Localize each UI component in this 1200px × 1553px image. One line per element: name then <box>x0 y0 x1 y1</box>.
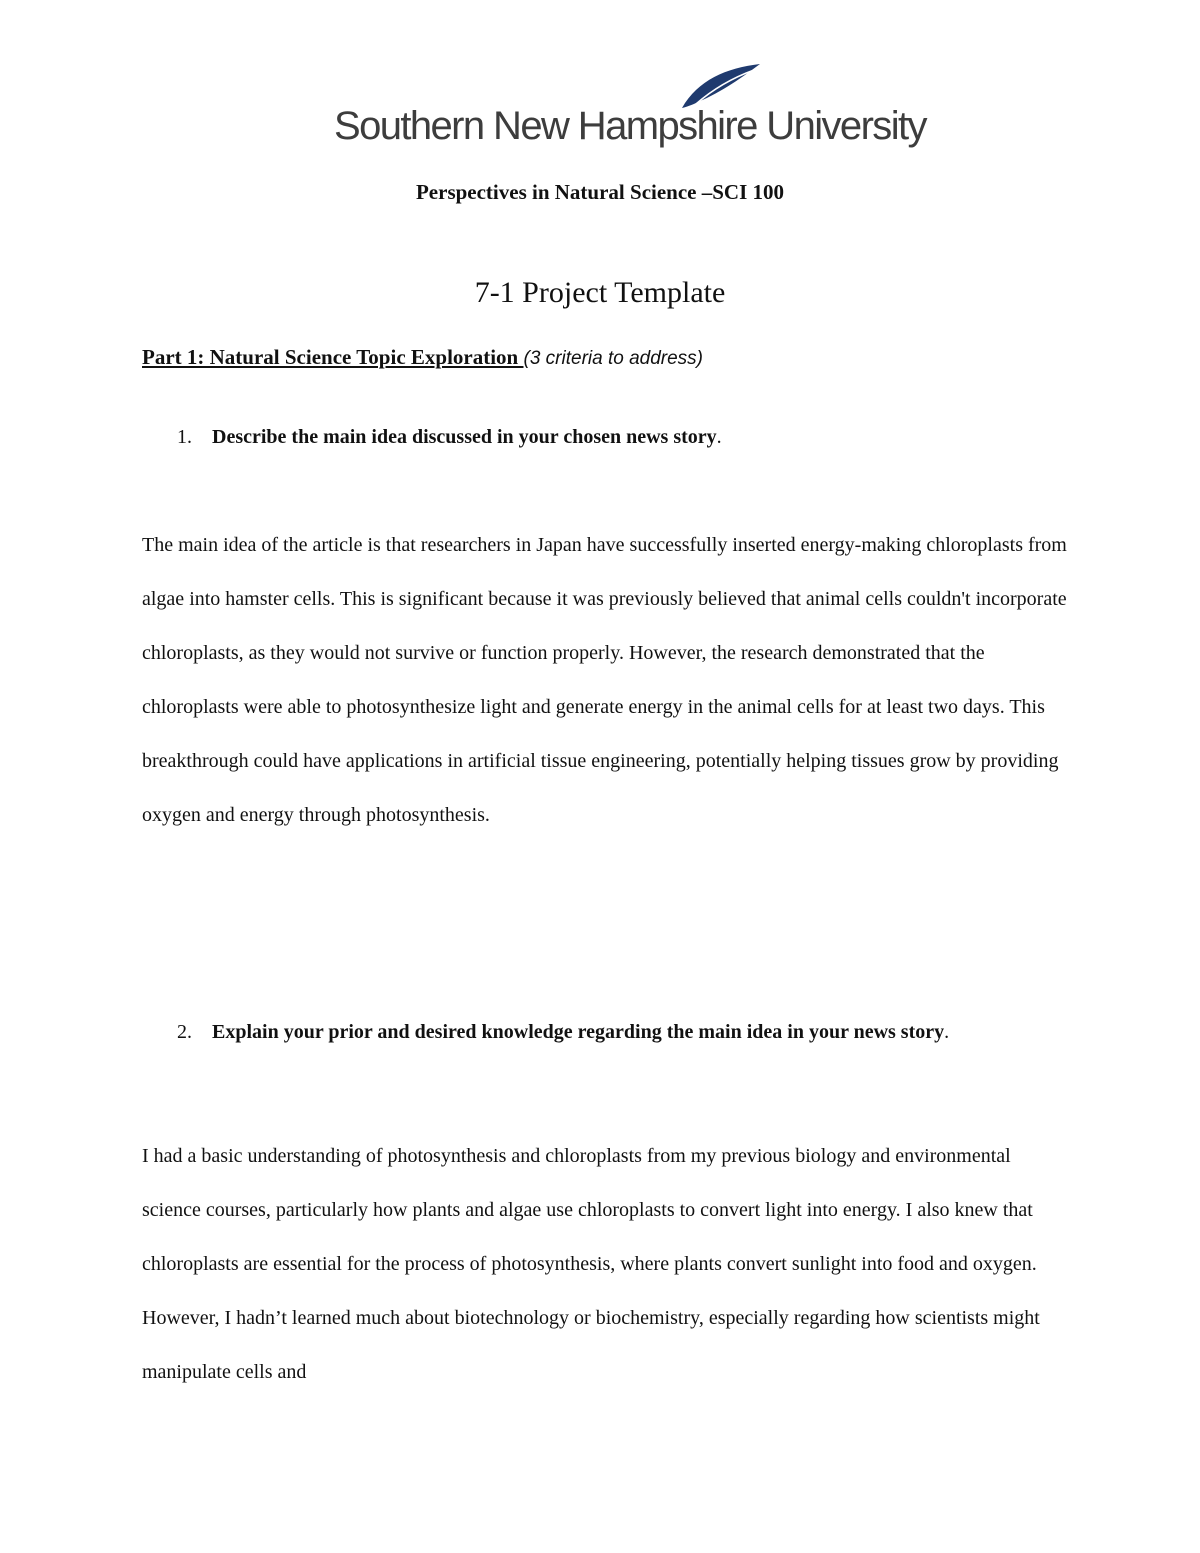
answer-2: I had a basic understanding of photosynthesis and chloroplasts from my previous biology and environmental science courses, particularly how plants and algae use chloroplasts to convert light into energy. I also knew that chloroplasts are essential for the process of photosynthesis, where plants convert sunlight into food and oxygen. However, I hadn’t learned much about biotechnology or biochemistry, especially regarding how scientists might manipulate cells and <box>142 1145 1040 1383</box>
question-end-punctuation: . <box>944 1021 950 1043</box>
question-1 <box>177 410 1057 464</box>
question-number: 2. <box>177 1021 192 1043</box>
question-text: Describe the main idea discussed in your chosen news story <box>212 426 717 448</box>
criteria-note: (3 criteria to address) <box>523 348 704 369</box>
part-1-heading <box>142 345 703 370</box>
part-1-title: Part 1: Natural Science Topic Exploration <box>142 345 524 369</box>
university-name: Southern New Hampshire University <box>334 104 926 148</box>
answer-1: The main idea of the article is that researchers in Japan have successfully inserted energy-making chloroplasts from algae into hamster cells. This is significant because it was previously believed that animal cells couldn't incorporate chloroplasts, as they would not survive or function properly. However, the research demonstrated that the chloroplasts were able to photosynthesize light and generate energy in the animal cells for at least two days. This breakthrough could have applications in artificial tissue engineering, potentially helping tissues grow by providing oxygen and energy through photosynthesis. <box>142 534 1067 826</box>
course-title: Perspectives in Natural Science –SCI 100 <box>415 180 785 204</box>
question-2 <box>177 1005 1057 1059</box>
document-title: 7-1 Project Template <box>474 276 726 310</box>
university-logo <box>334 62 926 162</box>
leaf-icon <box>674 62 764 112</box>
question-text: Explain your prior and desired knowledge regarding the main idea in your news story <box>212 1021 945 1043</box>
question-number: 1. <box>177 426 192 448</box>
question-end-punctuation: . <box>716 426 722 448</box>
